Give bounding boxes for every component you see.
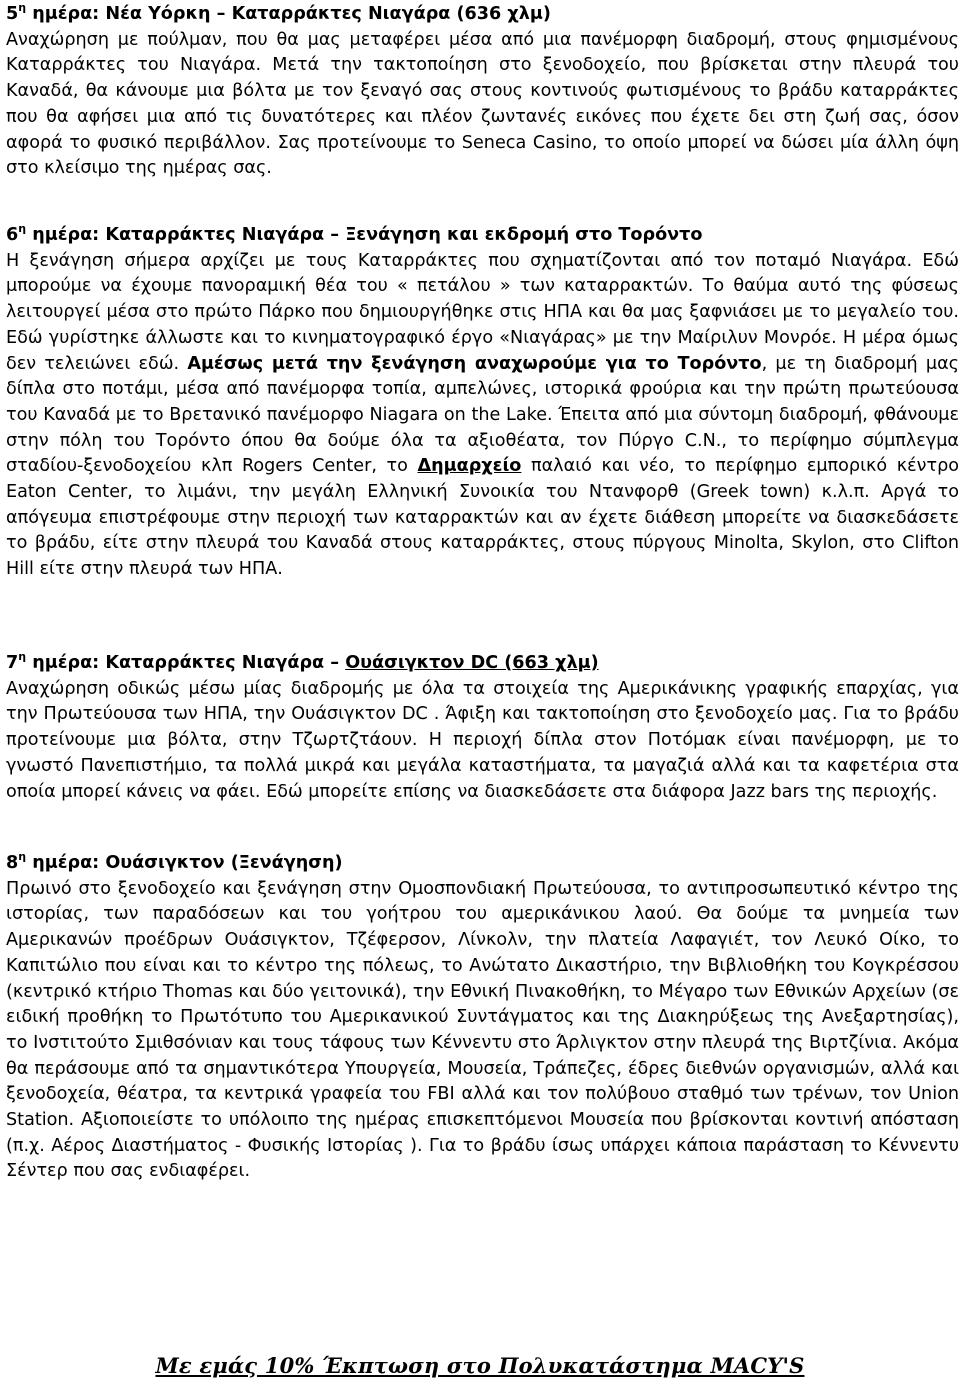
day-7-body: Αναχώρηση οδικώς μέσω μίας διαδρομής με όλα τα στοιχεία της Αμερικάνικης γραφικής επαρχίας, για την Πρωτεύουσα των ΗΠΑ, την Ουάσιγκτον DC . Άφιξη και τακτοποίηση στο ξενοδοχείο μας. Για το βράδυ προτείνουμε μια βόλτα, στην Τζωρτζτάουν. Η περιοχή δίπλα στον Ποτόμακ είναι πανέμορφη, με το γνωστό Πανεπιστήμιο, τα πολλά μικρά και μεγάλα καταστήματα, τα μαγαζιά αλλά και τα καφετέρια στα οποία μπορεί κάνεις να φάει. Εδώ μπορείτε επίσης να διασκεδάσετε στα διάφορα Jazz bars της περιοχής.: [6, 678, 959, 802]
ordinal-suffix: η: [18, 222, 27, 236]
day-title: ημέρα: Ουάσιγκτον (Ξενάγηση): [32, 853, 343, 873]
day-title: ημέρα: Νέα Υόρκη – Καταρράκτες Νιαγάρα (636 χλμ): [32, 4, 551, 24]
bold-text: Αμέσως μετά την ξενάγηση αναχωρούμε για το Τορόντο: [187, 353, 762, 374]
day-6-body: [6, 249, 959, 583]
day-8-body: Πρωινό στο ξενοδοχείο και ξενάγηση στην Ομοσπονδιακή Πρωτεύουσα, το αντιπροσωπευτικό κέντρο της ιστορίας, των παραδόσεων και του γοήτρου του αμερικάνικου λαού. Θα δούμε τα μνημεία των Αμερικανών προέδρων Ουάσιγκτον, Τζέφερσον, Λίνκολν, την πλατεία Λαφαγιέτ, τον Λευκό Οίκο, το Καπιτώλιο που είναι και το κέντρο της πόλεως, το Ανώτατο Δικαστήριο, την Βιβλιοθήκη του Κογκρέσσου (κεντρικό κτήριο Thomas και δύο γειτονικά), την Εθνική Πινακοθήκη, το Μέγαρο των Εθνικών Αρχείων (σε ειδική προθήκη το Πρωτότυπο του Αμερικανικού Συντάγματος και της Διακηρύξεως της Ανεξαρτησίας), το Ινστιτούτο Σμιθσόνιαν και τους τάφους των Κέννεντυ στο Άρλιγκτον στην πλευρά της Βιρτζίνια. Ακόμα θα περάσουμε από τα σημαντικότερα Υπουργεία, Μουσεία, Τράπεζες, έδρες διεθνών οργανισμών, αλλά και ξενοδοχεία, θέατρα, τα κεντρικά γραφεία του FBI αλλά και τον πολύβουο σταθμό των τρένων, τον Union Station. Αξιοποιείστε το υπόλοιπο της ημέρας επισκεπτόμενοι Μουσεία που βρίσκονται κοντινή απόσταση (π.χ. Αέρος Διαστήματος - Φυσικής Ιστορίας ). Για το βράδυ ίσως υπάρχει κάποια παράσταση το Κέννεντυ Σέντερ που σας ενδιαφέρει.: [6, 878, 959, 1182]
footer-promo: Με εμάς 10% Έκπτωση στο Πολυκατάστημα MACY'S: [155, 1353, 805, 1378]
day-number: 6: [6, 225, 19, 245]
day-5-heading: [6, 2, 959, 28]
day-7-heading: $7^\eta$ ημέρα: Καταρράκτες Νιαγάρα – Ουάσιγκτον DC (663 χλμ): [6, 650, 599, 673]
body-text: Η ξενάγηση σήμερα αρχίζει με τους Καταρράκτες που σχηματίζονται από τον ποταμό Νιαγάρα. Εδώ μπορούμε να έχουμε πανοραμική θέα του « πετάλου » των καταρρακτών. Το θαύμα αυτό της φύσεως λειτουργεί μέσα στο πρώτο Πάρκο που δημιουργήθηκε στις ΗΠΑ και θα μας ξαφνιάσει με το μεγαλείο του. Εδώ γυρίστηκε άλλωστε και το κινηματογραφικό έργο «Νιαγάρας» με την Μαίριλυν Μονρόε. Η μέρα όμως δεν τελειώνει εδώ.: [6, 250, 959, 374]
day-title-underlined: Ουάσιγκτον DC (663 χλμ): [345, 653, 599, 673]
day-5-body: Αναχώρηση με πούλμαν, που θα μας μεταφέρει μέσα από μια πανέμορφη διαδρομή, στους φημισμένους Καταρράκτες του Νιαγάρα. Μετά την τακτοποίηση στο ξενοδοχείο, που βρίσκεται στην πλευρά του Καναδά, θα κάνουμε μια βόλτα με τον ξεναγό σας στους κοντινούς φωτισμένους το βράδυ καταρράκτες που θα αφήσει μια από τις δυνατότερες και πλέον ζωντανές εικόνες που έχετε δει στη ζωή σας, όσον αφορά το φυσικό περιβάλλον. Σας προτείνουμε το Seneca Casino, το οποίο μπορεί να δώσει μία άλλη όψη στο κλείσιμο της ημέρας σας.: [6, 29, 959, 179]
body-text: παλαιό και νέο, το περίφημο εμπορικό κέντρο Eaton Center, το λιμάνι, την μεγάλη Ελληνική Συνοικία του Ντανφορθ (Greek town) κ.λ.π. Αργά το απόγευμα επιστρέφουμε στην περιοχή των καταρρακτών και αν έχετε διάθεση μπορείτε να διασκεδάσετε το βράδυ, είτε στην πλευρά του Καναδά στους καταρράκτες, στους πύργους Minolta, Skylon, στο Clifton Hill είτε στην πλευρά των ΗΠΑ.: [6, 456, 960, 580]
day-6-section: [6, 223, 959, 583]
ordinal-suffix: η: [18, 1, 27, 15]
ordinal-suffix: η: [18, 650, 27, 664]
day-number: 5: [6, 4, 19, 24]
day-6-heading: [6, 223, 959, 249]
day-7-section: [6, 651, 959, 805]
day-title: ημέρα: Καταρράκτες Νιαγάρα: [32, 653, 331, 673]
bold-underline-text: Δημαρχείο: [417, 456, 522, 477]
day-title: ημέρα: Καταρράκτες Νιαγάρα – Ξενάγηση και εκδρομή στο Τορόντο: [32, 225, 703, 245]
day-8-section: [6, 851, 959, 1185]
body-text: , με τη διαδρομή μας δίπλα στο ποτάμι, μέσα από πανέμορφα τοπία, αμπελώνες, ιστορικά φρούρια και την πρώτη πρωτεύουσα του Καναδά με το Βρετανικό πανέμορφο Niagara on the Lake. Έπειτα από μια σύντομη διαδρομή, φθάνουμε στην πόλη του Τορόντο όπου θα δούμε όλα τα αξιοθέατα, τον Πύργο C.N., το περίφημο σύμπλεγμα σταδίου-ξενοδοχείου κλπ Rogers Center, το: [6, 353, 959, 477]
day-number: 7: [6, 653, 19, 673]
day-8-heading: [6, 851, 959, 877]
ordinal-suffix: η: [18, 850, 27, 864]
day-5-section: [6, 2, 959, 182]
day-number: 8: [6, 853, 19, 873]
